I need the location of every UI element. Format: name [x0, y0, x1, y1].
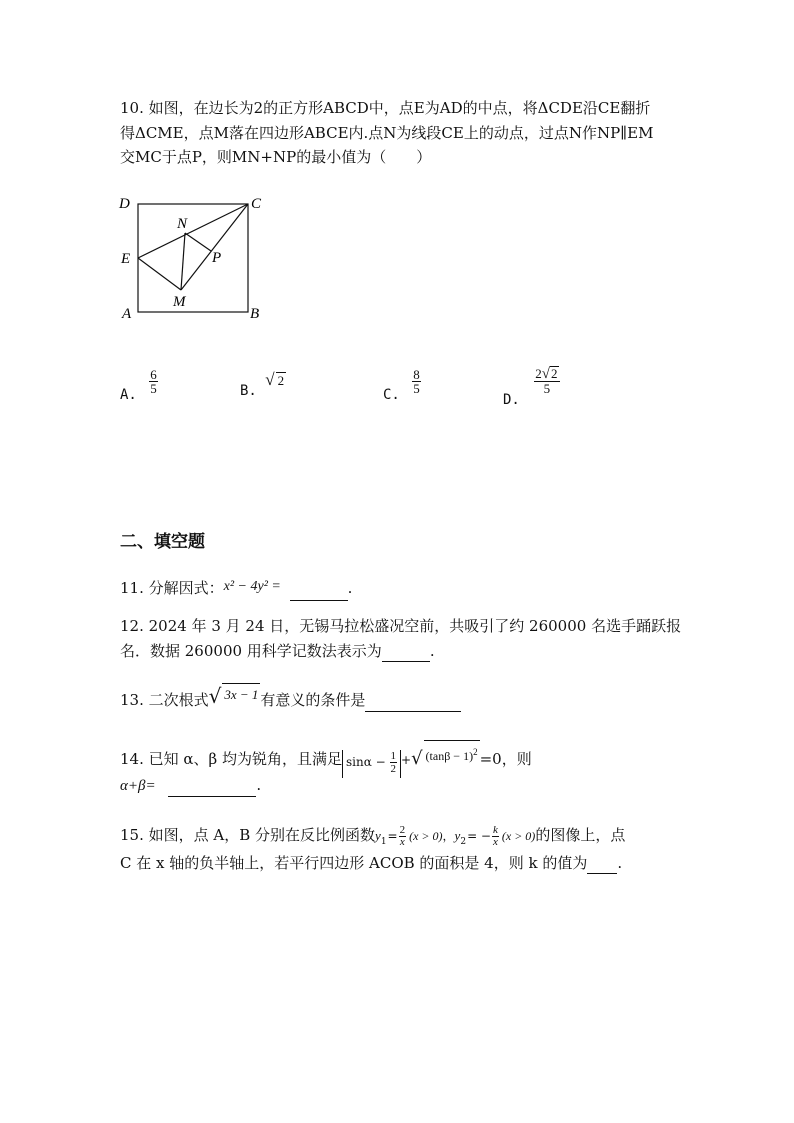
q14-radicand-wrap: [424, 740, 480, 767]
label-n: N: [177, 216, 188, 232]
q14-prefix: 14. 已知 α、β 均为锐角，且满足: [120, 750, 342, 768]
q15-line2-suffix: .: [617, 854, 623, 872]
q12-line2: [120, 640, 435, 662]
q14-line2-prefix: α+β=: [120, 778, 156, 794]
q15-f1-num: 2: [399, 823, 406, 836]
option-c-den: 5: [413, 381, 420, 396]
q12-line1: 12. 2024 年 3 月 24 日，无锡马拉松盛况空前，共吸引了约 260000 名选手踊跃报: [120, 617, 682, 635]
q14-answer-blank[interactable]: [168, 796, 256, 797]
q13-suffix: 有意义的条件是: [260, 691, 366, 709]
q11-prefix: 11. 分解因式：: [120, 579, 224, 597]
option-c-num: 8: [413, 367, 420, 382]
option-d-radicand: 2: [551, 366, 558, 381]
q15-f2-num: k: [493, 823, 498, 836]
q14-half-den: 2: [390, 763, 396, 775]
label-a: A: [122, 306, 132, 322]
option-a[interactable]: [120, 367, 158, 403]
label-e: E: [121, 251, 131, 267]
q15-eq1: =: [387, 829, 398, 843]
q15-line2: [120, 852, 622, 874]
q13-prefix: 13. 二次根式: [120, 691, 209, 709]
q11: [120, 577, 352, 601]
option-d-value: [534, 366, 559, 395]
q14-half: [390, 750, 398, 775]
option-b-radicand: 2: [277, 373, 285, 388]
q15-answer-blank[interactable]: [587, 873, 617, 874]
option-d-letter: D.: [503, 391, 520, 408]
sqrt-symbol: √: [208, 684, 222, 708]
sqrt-symbol: √: [411, 748, 423, 769]
label-m: M: [173, 294, 186, 310]
option-d-num: [534, 366, 559, 382]
option-b-letter: B.: [240, 383, 257, 399]
q14-line2: [120, 774, 261, 797]
option-c[interactable]: [383, 367, 421, 403]
option-c-value: [412, 368, 421, 395]
q10-square-figure: [115, 190, 275, 325]
q14-radicand: (tanβ − 1): [425, 749, 474, 763]
sqrt-symbol: √: [541, 366, 551, 382]
q15-cond1: (x > 0): [409, 829, 443, 843]
q10-line1: 10. 如图，在边长为2的正方形ABCD中，点E为AD的中点，将ΔCDE沿CE翻折: [120, 99, 651, 117]
sqrt-symbol: √: [265, 370, 275, 389]
segment-np: [185, 233, 211, 251]
q14-line2-suffix: .: [256, 776, 262, 794]
q14-sin: sinα −: [345, 755, 386, 769]
segment-em: [138, 258, 181, 290]
q15-f2-den: x: [493, 835, 498, 848]
q10-line2: 得ΔCME，点M落在四边形ABCE内.点N为线段CE上的动点，过点N作NP∥EM: [120, 124, 654, 142]
q13: [120, 684, 461, 712]
q15-suffix: 的图像上，点: [535, 826, 626, 844]
q15-eq2: = −: [467, 829, 491, 843]
square-abcd: [138, 204, 248, 312]
option-d[interactable]: [503, 366, 560, 408]
q11-expr: x² − 4y² =: [223, 579, 281, 594]
q10-line3: 交MC于点P，则MN+NP的最小值为（ ）: [120, 148, 432, 166]
q12-answer-blank[interactable]: [382, 661, 430, 662]
option-a-num: 6: [150, 367, 157, 382]
option-a-letter: A.: [120, 386, 137, 403]
q12-suffix: .: [429, 642, 435, 660]
q15-prefix: 15. 如图，点 A，B 分别在反比例函数: [120, 826, 376, 844]
q13-answer-blank[interactable]: [365, 711, 461, 712]
q12-line2-text: 名．数据 260000 用科学记数法表示为: [120, 642, 382, 660]
segment-ce: [138, 204, 248, 258]
q15-cond2: (x > 0): [501, 829, 536, 843]
segment-mc: [181, 204, 248, 290]
q15-sub2: 2: [460, 837, 467, 847]
label-c: C: [251, 196, 262, 212]
q13-radicand: 3x − 1: [222, 683, 260, 706]
q14-half-num: 1: [390, 750, 396, 762]
option-c-letter: C.: [383, 386, 400, 403]
label-p: P: [212, 250, 222, 266]
option-a-den: 5: [150, 381, 157, 396]
q15-y2: y: [454, 828, 461, 843]
q15-y1: y: [375, 828, 381, 843]
q15-comma: ，: [442, 829, 455, 843]
q15-line2-text: C 在 x 轴的负半轴上，若平行四边形 ACOB 的面积是 4，则 k 的值为: [120, 854, 588, 872]
q14-abs: [342, 750, 401, 778]
q15-frac1: [399, 825, 407, 848]
option-a-value: [149, 368, 158, 395]
option-d-coef: 2: [535, 366, 542, 381]
q14-exp: 2: [473, 747, 478, 757]
segment-nm: [181, 233, 185, 290]
section-title: 二、填空题: [120, 532, 205, 552]
q14-tail: =0，则: [479, 750, 532, 768]
q11-answer-blank[interactable]: [290, 600, 348, 601]
q14-plus: +: [401, 753, 412, 767]
q15-frac2: [492, 825, 499, 848]
option-d-den: 5: [543, 381, 551, 396]
label-d: D: [119, 196, 130, 212]
q11-suffix: .: [347, 579, 353, 597]
q15-f1-den: x: [399, 835, 405, 848]
option-b[interactable]: [240, 370, 286, 399]
q15-sub1: 1: [380, 837, 387, 847]
q15-line1: [120, 824, 625, 853]
label-b: B: [250, 306, 260, 322]
